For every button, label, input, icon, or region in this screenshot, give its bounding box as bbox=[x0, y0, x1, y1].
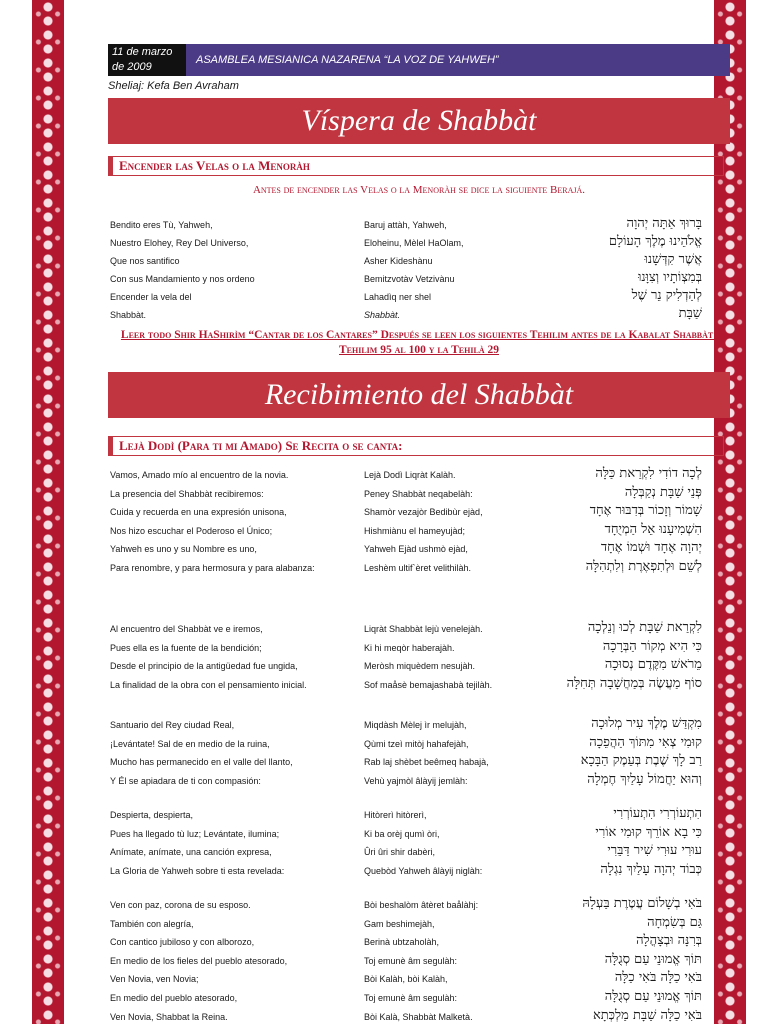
organization-title: ASAMBLEA MESIANICA NAZARENA “LA VOZ DE YAHWEH” bbox=[186, 44, 730, 76]
verse-row bbox=[108, 824, 702, 843]
hebrew-text: כִּי הִיא מְקוֹר הַבְּרָכָה bbox=[602, 638, 702, 654]
verse-row bbox=[108, 620, 702, 638]
spanish-text: Despierta, despierta, bbox=[110, 810, 194, 820]
spanish-text: Al encuentro del Shabbàt ve e iremos, bbox=[110, 624, 263, 634]
decorative-border-right bbox=[714, 0, 746, 1024]
verse-row bbox=[108, 270, 702, 288]
verse-row bbox=[108, 914, 702, 933]
date-box: 11 de marzo de 2009 bbox=[108, 44, 186, 76]
verse-row bbox=[108, 753, 702, 771]
hebrew-text: שַׁבָּת bbox=[678, 306, 702, 321]
hebrew-text: כִּי בָא אוֹרֵךְ קוּמִי אוֹרִי bbox=[595, 824, 702, 840]
verse-row bbox=[108, 306, 702, 324]
verse-row bbox=[108, 657, 702, 675]
hebrew-text: בָּרוּךְ אַתָּה יְהוָה bbox=[626, 216, 702, 231]
spanish-text: Nuestro Elohey, Rey Del Universo, bbox=[110, 238, 249, 248]
transliteration-text: Baruj attàh, Yahweh, bbox=[364, 220, 447, 230]
spanish-text: La finalidad de la obra con el pensamiento inicial. bbox=[110, 679, 307, 690]
verse-row bbox=[108, 252, 702, 270]
hebrew-text: לְשֵׁם וּלְתִפְאֶרֶת וְלִתְהִלָּה bbox=[585, 559, 702, 574]
verse-row bbox=[108, 540, 702, 558]
verse-row bbox=[108, 466, 702, 484]
hebrew-text: בֹּאִי בְשָׁלוֹם עֲטֶרֶת בַּעְלָהּ bbox=[582, 896, 702, 911]
hebrew-text: אֱלֹהֵינוּ מֶלֶךְ הָעוֹלָם bbox=[608, 234, 702, 249]
verse-row bbox=[108, 288, 702, 306]
spanish-text: ¡Levántate! Sal de en medio de la ruina, bbox=[110, 738, 270, 749]
hebrew-text: גַּם בְּשִׂמְחָה bbox=[647, 914, 702, 930]
transliteration-text: Shabbàt. bbox=[364, 310, 401, 320]
spanish-text: Shabbàt. bbox=[110, 310, 147, 320]
hebrew-text: מֵרֹאשׁ מִקֶּדֶם נְסוּכָה bbox=[604, 657, 702, 673]
transliteration-text: Asher Kideshànu bbox=[364, 256, 433, 266]
hebrew-text: בְּרִנָּה וּבְצָהֳלָה bbox=[636, 933, 702, 949]
transliteration-text: Quebòd Yahweh âlàyij niglàh: bbox=[364, 865, 483, 876]
transliteration-text: Leshèm ultif`èret velithilàh. bbox=[364, 563, 472, 573]
spanish-text: La presencia del Shabbàt recibiremos: bbox=[110, 488, 264, 499]
hebrew-text: לְהַדְלִיק נֵר שֶׁל bbox=[631, 288, 702, 303]
transliteration-text: Rab laj shèbet beêmeq habajà, bbox=[364, 757, 489, 768]
sheliaj-line: Sheliaj: Kefa Ben Avraham bbox=[108, 80, 239, 92]
verse-row bbox=[108, 989, 702, 1007]
verse-row bbox=[108, 638, 702, 657]
spanish-text: Pues ella es la fuente de la bendición; bbox=[110, 642, 262, 653]
intro-beraja: Antes de encender las Velas o la Menoràh se dice la siguiente Berajá. bbox=[252, 184, 586, 196]
hebrew-text: מִקְדַּשׁ מֶלֶךְ עִיר מְלוּכָה bbox=[591, 716, 702, 731]
transliteration-text: Peney Shabbàt neqabelàh: bbox=[364, 488, 473, 499]
section-encender-velas: Encender las Velas o la Menoràh bbox=[108, 156, 724, 176]
spanish-text: En medio de los fieles del pueblo atesorado, bbox=[110, 955, 288, 966]
hebrew-text: בֹּאִי כַלָּה שַׁבָּת מַלְכְּתָא bbox=[592, 1007, 702, 1023]
transliteration-text: Yahweh Ejàd ushmò ejàd, bbox=[364, 544, 468, 555]
hebrew-text: בְּמִצְוֹתָיו וְצִוָּנוּ bbox=[638, 270, 702, 285]
transliteration-text: Hishmiànu el hameyujàd; bbox=[364, 525, 466, 536]
hebrew-text: כְּבוֹד יְהוָה עָלַיִךְ נִגְלָה bbox=[600, 861, 702, 877]
spanish-text: Yahweh es uno y su Nombre es uno, bbox=[110, 544, 257, 555]
hebrew-text: בֹּאִי כַלָּה בֹּאִי כַלָּה bbox=[614, 970, 702, 986]
spanish-text: Que nos santifico bbox=[110, 256, 180, 266]
spanish-text: Y Él se apiadara de ti con compasión: bbox=[110, 775, 261, 786]
hebrew-text: רַב לָךְ שֶׁבֶת בְּעֵמֶק הַבָּכָא bbox=[580, 753, 702, 769]
spanish-text: Mucho has permanecido en el valle del llanto, bbox=[110, 757, 293, 768]
spanish-text: Cuida y recuerda en una expresión unisona, bbox=[110, 507, 287, 518]
transliteration-text: Hitòrerì hitòrerì, bbox=[364, 810, 427, 820]
verse-row bbox=[108, 216, 702, 234]
verse-row bbox=[108, 521, 702, 540]
banner-vispera: Víspera de Shabbàt bbox=[108, 98, 730, 144]
transliteration-text: Bòi beshalòm âtèret baålàhj: bbox=[364, 900, 479, 910]
spanish-text: Nos hizo escuchar el Poderoso el Único; bbox=[110, 525, 273, 536]
spanish-text: Vamos, Amado mío al encuentro de la novia. bbox=[110, 470, 289, 480]
verse-row bbox=[108, 1007, 702, 1026]
verse-row bbox=[108, 716, 702, 734]
verse-row bbox=[108, 861, 702, 880]
transliteration-text: Gam beshimejàh, bbox=[364, 918, 435, 929]
verse-row bbox=[108, 933, 702, 951]
transliteration-text: Lahadìq ner shel bbox=[364, 292, 432, 302]
hebrew-text: שָׁמוֹר וְזָכוֹר בְּדִבּוּר אֶחָד bbox=[589, 503, 702, 519]
transliteration-text: Toj emunè âm segulàh: bbox=[364, 993, 458, 1003]
verse-row bbox=[108, 771, 702, 790]
transliteration-text: Meròsh miquèdem nesujàh. bbox=[364, 661, 476, 672]
transliteration-text: Toj emunè âm segulàh: bbox=[364, 955, 458, 966]
verse-row bbox=[108, 484, 702, 503]
spanish-text: Con cantico jubiloso y con alborozo, bbox=[110, 937, 255, 948]
hebrew-text: לְכָה דוֹדִי לִקְרַאת כַּלָּה bbox=[595, 466, 702, 481]
verse-row bbox=[108, 559, 702, 577]
hebrew-text: וְהוּא יַחֲמוֹל עָלַיִךְ חֶמְלָה bbox=[587, 771, 702, 787]
hebrew-text: הִתְעוֹרְרִי הִתְעוֹרְרִי bbox=[613, 806, 702, 821]
spanish-text: Desde el principio de la antigüedad fue ungida, bbox=[110, 661, 298, 672]
transliteration-text: Bòi Kalàh, bòi Kalàh, bbox=[364, 974, 448, 985]
transliteration-text: Ûri ûri shir dabèri, bbox=[364, 847, 436, 858]
verse-row bbox=[108, 806, 702, 824]
hebrew-text: קוּמִי צְאִי מִתּוֹךְ הַהֲפֵכָה bbox=[589, 734, 702, 750]
spanish-text: Ven Novia, ven Novia; bbox=[110, 974, 199, 985]
hebrew-text: פְּנֵי שַׁבָּת נְקַבְּלָה bbox=[624, 484, 702, 500]
spanish-text: Con sus Mandamiento y nos ordeno bbox=[110, 274, 255, 284]
verse-row bbox=[108, 675, 702, 694]
hebrew-text: עוּרִי עוּרִי שִׁיר דַּבֵּרִי bbox=[607, 843, 702, 859]
transliteration-text: Liqràt Shabbàt lejù venelejàh. bbox=[364, 624, 483, 634]
hebrew-text: סוֹף מַעֲשֶׂה בְּמַחֲשָׁבָה תְּחִלָּה bbox=[566, 675, 702, 691]
transliteration-text: Vehù yajmòl âlàyij jemlàh: bbox=[364, 775, 468, 786]
transliteration-text: Qùmi tzeì mitòj hahafejàh, bbox=[364, 738, 469, 749]
verse-row bbox=[108, 970, 702, 988]
spanish-text: Santuario del Rey ciudad Real, bbox=[110, 720, 235, 730]
hebrew-text: תּוֹךְ אֱמוּנֵי עַם סְגֻלָּה bbox=[604, 951, 702, 967]
transliteration-text: Bemitzvotàv Vetzivànu bbox=[364, 274, 455, 284]
spanish-text: Para renombre, y para hermosura y para alabanza: bbox=[110, 563, 315, 573]
spanish-text: Pues ha llegado tù luz; Levántate, ilumina; bbox=[110, 828, 280, 839]
verse-row bbox=[108, 503, 702, 521]
transliteration-text: Berinà ubtzaholàh, bbox=[364, 937, 440, 948]
spanish-text: Encender la vela del bbox=[110, 292, 192, 302]
spanish-text: Bendito eres Tù, Yahweh, bbox=[110, 220, 213, 230]
transliteration-text: Miqdàsh Mèlej ìr melujàh, bbox=[364, 720, 467, 730]
transliteration-text: Sof maåsè bemajashabà tejilàh. bbox=[364, 679, 493, 690]
transliteration-text: Eloheinu, Mèlel HaOlam, bbox=[364, 238, 464, 248]
transliteration-text: Ki hi meqòr haberajàh. bbox=[364, 642, 455, 653]
verse-row bbox=[108, 843, 702, 861]
spanish-text: Ven Novia, Shabbat la Reina. bbox=[110, 1011, 228, 1022]
verse-row bbox=[108, 234, 702, 252]
spanish-text: En medio del pueblo atesorado, bbox=[110, 993, 238, 1003]
banner-recibimiento: Recibimiento del Shabbàt bbox=[108, 372, 730, 418]
transliteration-text: Bòi Kalà, Shabbàt Malketà. bbox=[364, 1011, 473, 1022]
document-page bbox=[64, 34, 718, 1024]
spanish-text: La Gloria de Yahweh sobre ti esta revelada: bbox=[110, 865, 285, 876]
hebrew-text: אֲשֶׁר קִדְּשָׁנוּ bbox=[644, 252, 702, 267]
hebrew-text: הִשְׁמִיעָנוּ אֵל הַמְיֻחָד bbox=[604, 521, 702, 537]
hebrew-text: תּוֹךְ אֱמוּנֵי עַם סְגֻלָּה bbox=[604, 989, 702, 1004]
hebrew-text: לִקְרַאת שַׁבָּת לְכוּ וְנֵלְכָה bbox=[587, 620, 702, 635]
verse-row bbox=[108, 896, 702, 914]
hebrew-text: יְהוָה אֶחָד וּשְׁמוֹ אֶחָד bbox=[600, 540, 702, 556]
spanish-text: Anímate, anímate, una canción expresa, bbox=[110, 847, 272, 858]
section-leja-dodi: Lejà Dodì (Para ti mi Amado) Se Recita o se canta: bbox=[108, 436, 724, 456]
transliteration-text: Shamòr vezajòr Bedibùr ejàd, bbox=[364, 507, 483, 518]
spanish-text: También con alegría, bbox=[110, 918, 194, 929]
decorative-border-left bbox=[32, 0, 64, 1024]
reading-note: Leer todo Shir HaShirìm “Cantar de los Cantares” Después se leen los siguientes Tehilim antes de la Kabalat Shabbàt: Tehilim 95 al 100 y la Tehilà 29 bbox=[120, 329, 718, 356]
transliteration-text: Ki ba orèj qumì òri, bbox=[364, 828, 440, 839]
spanish-text: Ven con paz, corona de su esposo. bbox=[110, 900, 251, 910]
verse-row bbox=[108, 734, 702, 753]
transliteration-text: Lejà Dodì Liqràt Kalàh. bbox=[364, 470, 456, 480]
verse-row bbox=[108, 951, 702, 970]
